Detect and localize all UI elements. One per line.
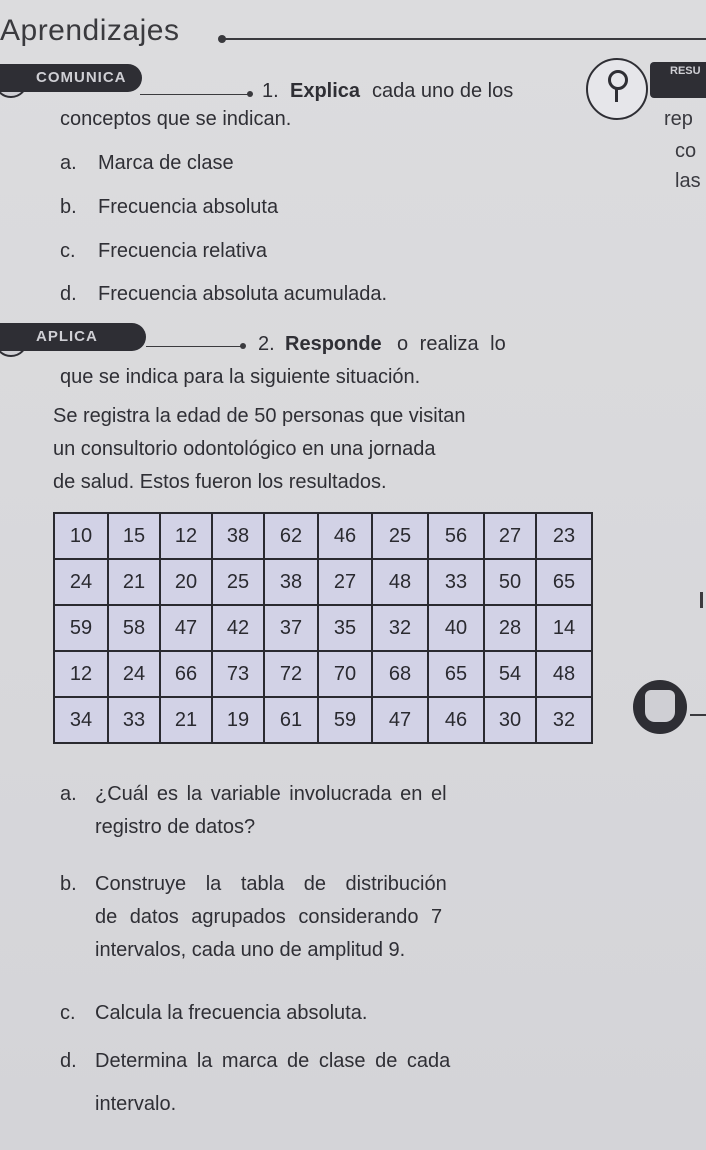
side-text-3: las bbox=[675, 170, 701, 192]
situation-line-3: de salud. Estos fueron los resultados. bbox=[53, 471, 387, 493]
table-cell: 23 bbox=[536, 513, 592, 559]
situation-line-2: un consultorio odontológico en una jornada bbox=[53, 438, 436, 460]
question-letter-d: d. bbox=[60, 1050, 77, 1072]
concept-letter-d: d. bbox=[60, 283, 77, 305]
table-cell: 28 bbox=[484, 605, 536, 651]
activity1-verb: Explica bbox=[290, 80, 361, 102]
table-cell: 15 bbox=[108, 513, 160, 559]
title-rule bbox=[222, 38, 706, 40]
table-cell: 14 bbox=[536, 605, 592, 651]
table-cell: 72 bbox=[264, 651, 318, 697]
table-cell: 38 bbox=[212, 513, 264, 559]
side-ribbon: RESU bbox=[650, 62, 706, 98]
badge-rule bbox=[690, 714, 706, 716]
question-b-line3: intervalos, cada uno de amplitud 9. bbox=[95, 939, 406, 961]
leader-dot bbox=[240, 343, 246, 349]
question-letter-c: c. bbox=[60, 1002, 76, 1024]
table-cell: 58 bbox=[108, 605, 160, 651]
ages-data-table bbox=[53, 512, 593, 744]
concept-d: Frecuencia absoluta acumulada. bbox=[98, 283, 388, 305]
table-cell: 47 bbox=[160, 605, 212, 651]
leader-dot bbox=[247, 91, 253, 97]
table-cell: 25 bbox=[212, 559, 264, 605]
table-row bbox=[54, 605, 592, 651]
table-cell: 48 bbox=[372, 559, 428, 605]
table-cell: 10 bbox=[54, 513, 108, 559]
table-cell: 12 bbox=[54, 651, 108, 697]
question-d-line1: Determina la marca de clase de cada bbox=[95, 1050, 451, 1072]
table-cell: 40 bbox=[428, 605, 484, 651]
side-text-1: rep bbox=[664, 108, 693, 130]
question-a-line2: registro de datos? bbox=[95, 816, 256, 838]
table-cell: 25 bbox=[372, 513, 428, 559]
table-cell: 32 bbox=[372, 605, 428, 651]
table-cell: 59 bbox=[318, 697, 372, 743]
table-cell: 33 bbox=[108, 697, 160, 743]
table-cell: 33 bbox=[428, 559, 484, 605]
table-cell: 70 bbox=[318, 651, 372, 697]
concept-letter-b: b. bbox=[60, 196, 77, 218]
activity1-prompt: cada uno de los bbox=[372, 80, 514, 102]
table-cell: 27 bbox=[318, 559, 372, 605]
bulb-glyph bbox=[608, 70, 628, 90]
concept-b: Frecuencia absoluta bbox=[98, 196, 279, 218]
table-cell: 66 bbox=[160, 651, 212, 697]
table-cell: 50 bbox=[484, 559, 536, 605]
question-b-line2: de datos agrupados considerando 7 bbox=[95, 906, 443, 928]
table-row bbox=[54, 651, 592, 697]
question-letter-a: a. bbox=[60, 783, 77, 805]
table-cell: 27 bbox=[484, 513, 536, 559]
table-row bbox=[54, 559, 592, 605]
question-d-line2: intervalo. bbox=[95, 1093, 177, 1115]
bulb-stem bbox=[615, 88, 618, 102]
table-cell: 24 bbox=[108, 651, 160, 697]
table-cell: 12 bbox=[160, 513, 212, 559]
table-cell: 46 bbox=[318, 513, 372, 559]
table-cell: 61 bbox=[264, 697, 318, 743]
activity1-prompt-line2: conceptos que se indican. bbox=[60, 108, 292, 130]
table-row bbox=[54, 513, 592, 559]
table-cell: 21 bbox=[160, 697, 212, 743]
table-cell: 73 bbox=[212, 651, 264, 697]
table-cell: 20 bbox=[160, 559, 212, 605]
table-cell: 48 bbox=[536, 651, 592, 697]
robot-icon-face bbox=[645, 690, 675, 722]
table-cell: 38 bbox=[264, 559, 318, 605]
table-cell: 62 bbox=[264, 513, 318, 559]
table-cell: 30 bbox=[484, 697, 536, 743]
table-cell: 35 bbox=[318, 605, 372, 651]
activity2-verb: Responde bbox=[285, 333, 382, 355]
activity-tag-aplica: APLICA bbox=[0, 323, 146, 351]
activity1-number: 1. bbox=[262, 80, 279, 102]
activity2-number: 2. bbox=[258, 333, 275, 355]
table-cell: 54 bbox=[484, 651, 536, 697]
leader-line bbox=[146, 346, 242, 347]
side-text-2: co bbox=[675, 140, 697, 162]
question-b-line1: Construye la tabla de distribución bbox=[95, 873, 447, 895]
table-cell: 68 bbox=[372, 651, 428, 697]
question-a-line1: ¿Cuál es la variable involucrada en el bbox=[95, 783, 447, 805]
table-cell: 47 bbox=[372, 697, 428, 743]
table-cell: 42 bbox=[212, 605, 264, 651]
table-cell: 59 bbox=[54, 605, 108, 651]
concept-a: Marca de clase bbox=[98, 152, 234, 174]
table-cell: 56 bbox=[428, 513, 484, 559]
table-cell: 24 bbox=[54, 559, 108, 605]
table-cell: 46 bbox=[428, 697, 484, 743]
table-cell: 65 bbox=[428, 651, 484, 697]
activity2-prompt: o realiza lo bbox=[397, 333, 506, 355]
concept-c: Frecuencia relativa bbox=[98, 240, 267, 262]
table-row bbox=[54, 697, 592, 743]
table-cell: 65 bbox=[536, 559, 592, 605]
concept-letter-a: a. bbox=[60, 152, 77, 174]
situation-line-1: Se registra la edad de 50 personas que visitan bbox=[53, 405, 466, 427]
activity-tag-comunica: COMUNICA bbox=[0, 64, 142, 92]
table-cell: 32 bbox=[536, 697, 592, 743]
edge-mark bbox=[700, 592, 703, 608]
table-cell: 34 bbox=[54, 697, 108, 743]
table-cell: 19 bbox=[212, 697, 264, 743]
table-cell: 21 bbox=[108, 559, 160, 605]
activity2-prompt-line2: que se indica para la siguiente situación. bbox=[60, 366, 421, 388]
table-cell: 37 bbox=[264, 605, 318, 651]
leader-line bbox=[140, 94, 250, 95]
question-letter-b: b. bbox=[60, 873, 77, 895]
question-c-line1: Calcula la frecuencia absoluta. bbox=[95, 1002, 368, 1024]
concept-letter-c: c. bbox=[60, 240, 76, 262]
page-title: Aprendizajes bbox=[0, 14, 180, 47]
